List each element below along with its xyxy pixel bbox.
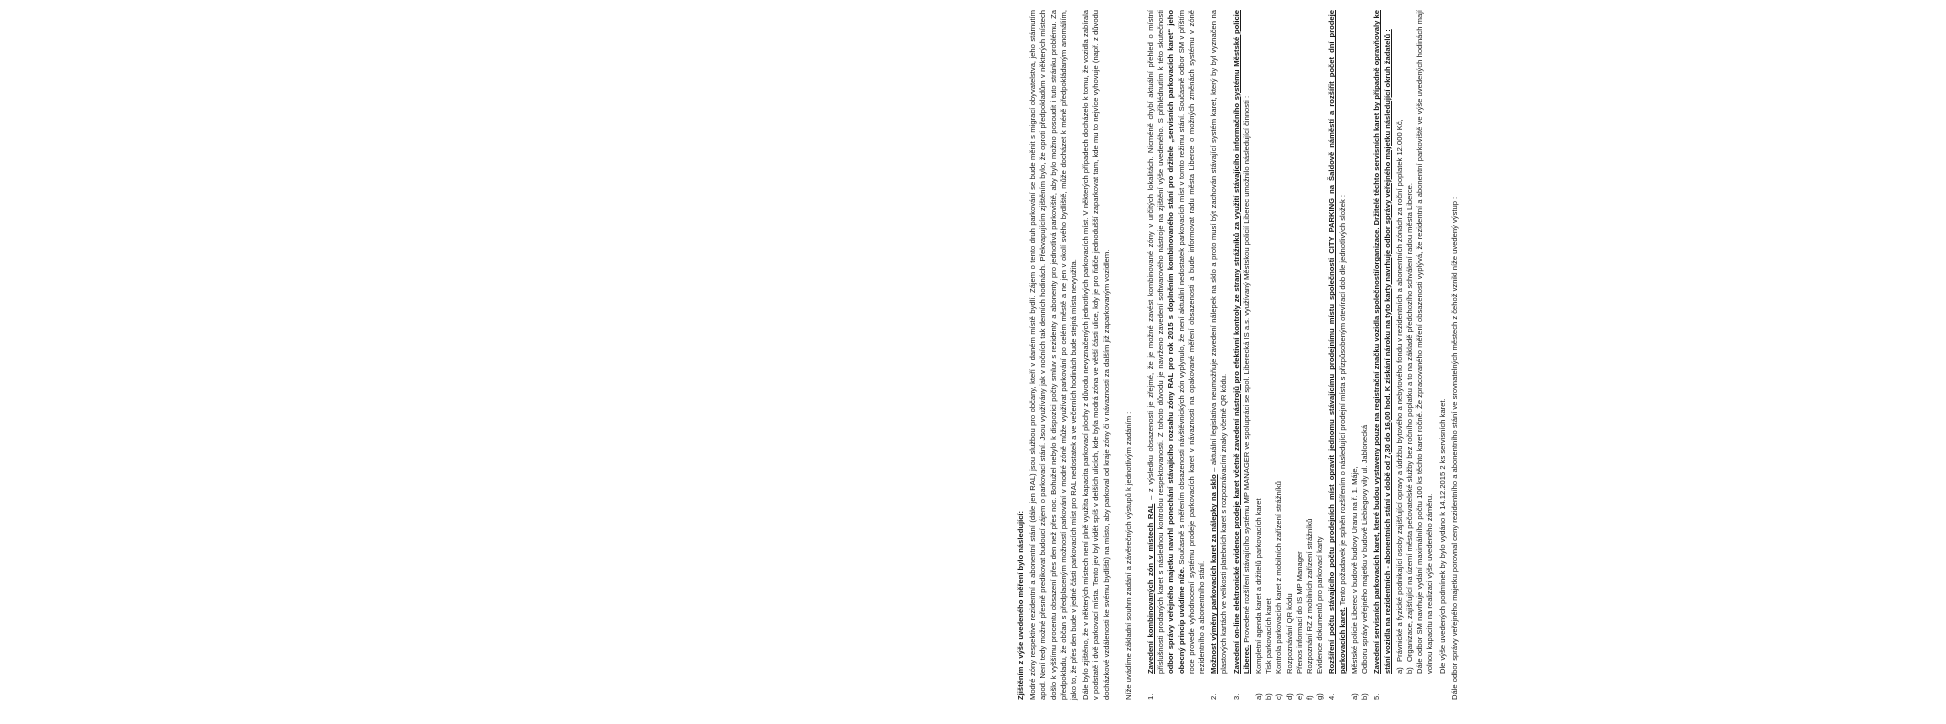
proposal-2-text: – aktuální legislativa neumožňuje zavedení nálepek na sklo a proto musí být zachován stávající systém karet, který by byl vyznačen na plastových kartách ve velikosti platebních karet s rozpoznávacími znaky včetně QR kódu.: [1209, 10, 1229, 674]
intro-paragraph: Modré zóny respektive rezidentní a abonentní stání (dále jen RAL) jsou službou pro občany, kteří v daném místě bydlí. Zájem o tento druh parkování se bude měnit s migrací obyvatelstva, jeho stárnutím apod. Není tedy možné přesně predikovat budoucí zájem o parkovací stání. Jsou využívány jak v nočních tak denních hodinách. Překvapujícím zjištěním bylo, že oproti předpokladům v některých místech došlo k vyššímu procentu obsazení přes den než přes noc. Bohužel nebylo k dispozici počty smluv s rezidenty a abonenty pro jednotlivá parkoviště, aby bylo možno posoudit i tuto stránku problému. Za předpokladu, že občan s předplaceným možností parkování v modré zóně může využívat parkování po celém městě a ne jen v okolí svého bydliště, může docházet k méně předpokládaným anomáliím, jako to, že přes den bude v jedné části parkovacích míst pro RAL nedostatek a ve večerních hodinách bude stejná místa nevyužita.: [1028, 10, 1079, 700]
list-item: b) Organizace, zajišťující na území města pečovatelské služby bez ročního poplatku a to na základě předchozího schválení radou města Liberce.: [1404, 183, 1414, 674]
proposal-number: 5.: [1372, 693, 1382, 700]
list-item: g) Evidence dokumentů pro parkovací karty: [1315, 536, 1325, 700]
proposal-1-text: – z výsledku obsazenosti je zřejmé, že je možné zavést kombinované zóny v určitých lokalitách. Nicméně chybí aktuální přehled o místní příslušnosti prodaných karet s následnou kontrolou respektovanosti. Z tohoto důvodu je navrženo zavedení softwarového nástroje na zjištění výše uvedeného. S přihlédnutím k této skutečnosti: [1146, 10, 1166, 674]
list-item: a) Městské policie Liberec v budově budovy Uranu na ř. 1. Máje,: [1349, 466, 1359, 700]
proposal-3-text: Provedené rozšíření stávajícího systému MP MANAGER ve spolupráci se spol. Liberecká IS a.s. využívaný Městskou policií Liberec umožnilo následující činnosti :: [1241, 95, 1251, 645]
proposal-4-title: Rozšíření počtu stávajícího počtu prodejních míst opravit jednomu stávajícímu prodejnímu místu společnosti CITY PARKING na Šaldově náměstí a rozšířit počet dní prodeje parkovacích karet.: [1327, 10, 1347, 674]
proposal-5-title: Zavedení servisních parkovacích karet, které budou vystaveny pouze na registrační značku vozidla společnosti/organizace. Držitelé těchto servisních karet by případně opravňovaly ke stání vozidla na rezidentních - abonentních stání v době od 7,30 do 16,00 hod. K získání nároku na tyto karty navrhuje odbor správy veřejného majetku následující okruh žadatelů :: [1372, 10, 1392, 674]
list-item: c) Kontrola parkovacích karet z mobilních zařízení strážníků: [1274, 481, 1284, 700]
findings-heading: Zjištěním z výše uvedeného měření bylo následující:: [1016, 510, 1025, 700]
proposal-number: 4.: [1327, 693, 1337, 700]
proposal-1-decision: odbor správy veřejného majetku navrhl ponechání stávajícího rozsahu zóny RAL pro rok 2015 s doplněním kombinovaného stání pro držitele „servisních parkovacích karet“ jeho obecný princip uvádíme níže.: [1166, 10, 1186, 674]
list-item: b) Tisk parkovacích karet: [1264, 598, 1274, 700]
proposals-intro: Níže uvádíme základní souhrn zadání a závěrečných výstupů k jednotlivým zadáním :: [1123, 411, 1133, 700]
proposal-1: [1146, 10, 1207, 700]
proposal-number: 1.: [1146, 693, 1156, 700]
final-paragraph: Dále odbor správy veřejného majetku porovnal ceny rezidentního a abonentního stání ve srovnatelných městech z čehož vznikl níže uvedený výstup :: [1449, 196, 1459, 700]
proposal-5-list: [1395, 10, 1448, 700]
list-item: d) Rozpoznávání QR kódu: [1284, 593, 1294, 700]
proposal-number: 3.: [1231, 693, 1241, 700]
proposal-5: [1372, 10, 1392, 700]
proposal-3: [1232, 10, 1252, 700]
proposal-4: [1327, 10, 1347, 700]
proposal-5-closing-2: Dle výše uvedených podmínek by bylo vydáno k 14.12.2015 2 ks servisních karet.: [1437, 398, 1447, 674]
rotated-document-text: [1016, 10, 1946, 700]
list-item: b) Odboru správy veřejného majetku v budově Liebiegovy vily ul. Jablonecká: [1360, 424, 1370, 700]
proposal-5-closing: Dále odbor SM navrhuje vydání maximálního počtu 100 ks těchto karet ročně. Že zpracovaného měření obsazenosti vyplývá, že rezidentní a abonentní parkoviště ve výše uvedených hodinách mají volnou kapacitu na realizaci výše uvedeného záměru.: [1415, 10, 1435, 674]
list-item: a) Právnické a fyzické podnikající osoby zajišťující opravy a údržbu bytového a nebytového fondu v rezidentních a abonentních zónách za roční poplatek 12.000 Kč,: [1394, 119, 1404, 674]
list-item: a) Kompletní agenda karet a držitelů parkovacích karet: [1254, 498, 1264, 700]
proposal-3-title: Zavedení on-line elektronické evidence prodeje karet včetně zavedení nástrojů pro efektivní kontroly ze strany strážníků za využití stávajícího informačního systému Městské policie Liberec.: [1231, 10, 1251, 674]
proposal-2-title: Možnost výměny parkovacích karet za nálepky na sklo: [1209, 474, 1219, 674]
list-item: f) Rozpoznání RZ z mobilních zařízení strážníků: [1305, 518, 1315, 700]
paragraph-2: Dále bylo zjištěno, že v některých místech není plně využita kapacita parkovací plochy z důvodu nevyznačených jednotlivých parkovacích míst. V některých případech docházelo k tomu, že vozidla zabírala v podstatě i dvě parkovací místa. Tento jev byl vidět spíš v delších ulicích, kde byla modrá zóna ve větší části ulice, kdy je pro řidiče jednodušší zaparkovat tam, kde mu to nejvíce vyhovuje (např. z důvodu docházkové vzdálenosti ke svému bydlišti) na místo, aby parkoval od kraje zóny či v návaznosti za dalším již zaparkovaným vozidlem.: [1081, 10, 1111, 700]
proposal-4-list: [1350, 10, 1370, 700]
proposal-4-text: Tento požadavek je splněn rozšířením o následující prodejní místa s přizpůsobeným otevírací dob dle jednotlivých složek :: [1337, 195, 1347, 608]
proposal-1-title: Zavedení kombinovaných zón v místech RAL: [1146, 503, 1156, 674]
proposal-1-text-2: Současně s měřením obsazenosti návštěvnických zón vyplynulo, že není aktuální nedostatek parkovacích míst v tomto režimu stání. Současně odbor SM v příštím roce provede vyhodnocení systému prodeje parkovacích karet v návaznosti na opakované měření obsazenosti a bude informovat radu města Liberce o možných změnách systému v zóně rezidentního a abonentního stání.: [1176, 9, 1207, 674]
proposal-number: 2.: [1209, 693, 1219, 700]
proposal-3-list: [1254, 10, 1325, 700]
proposal-2: [1209, 10, 1229, 700]
list-item: e) Přenos informací do IS MP Manager: [1294, 551, 1304, 700]
